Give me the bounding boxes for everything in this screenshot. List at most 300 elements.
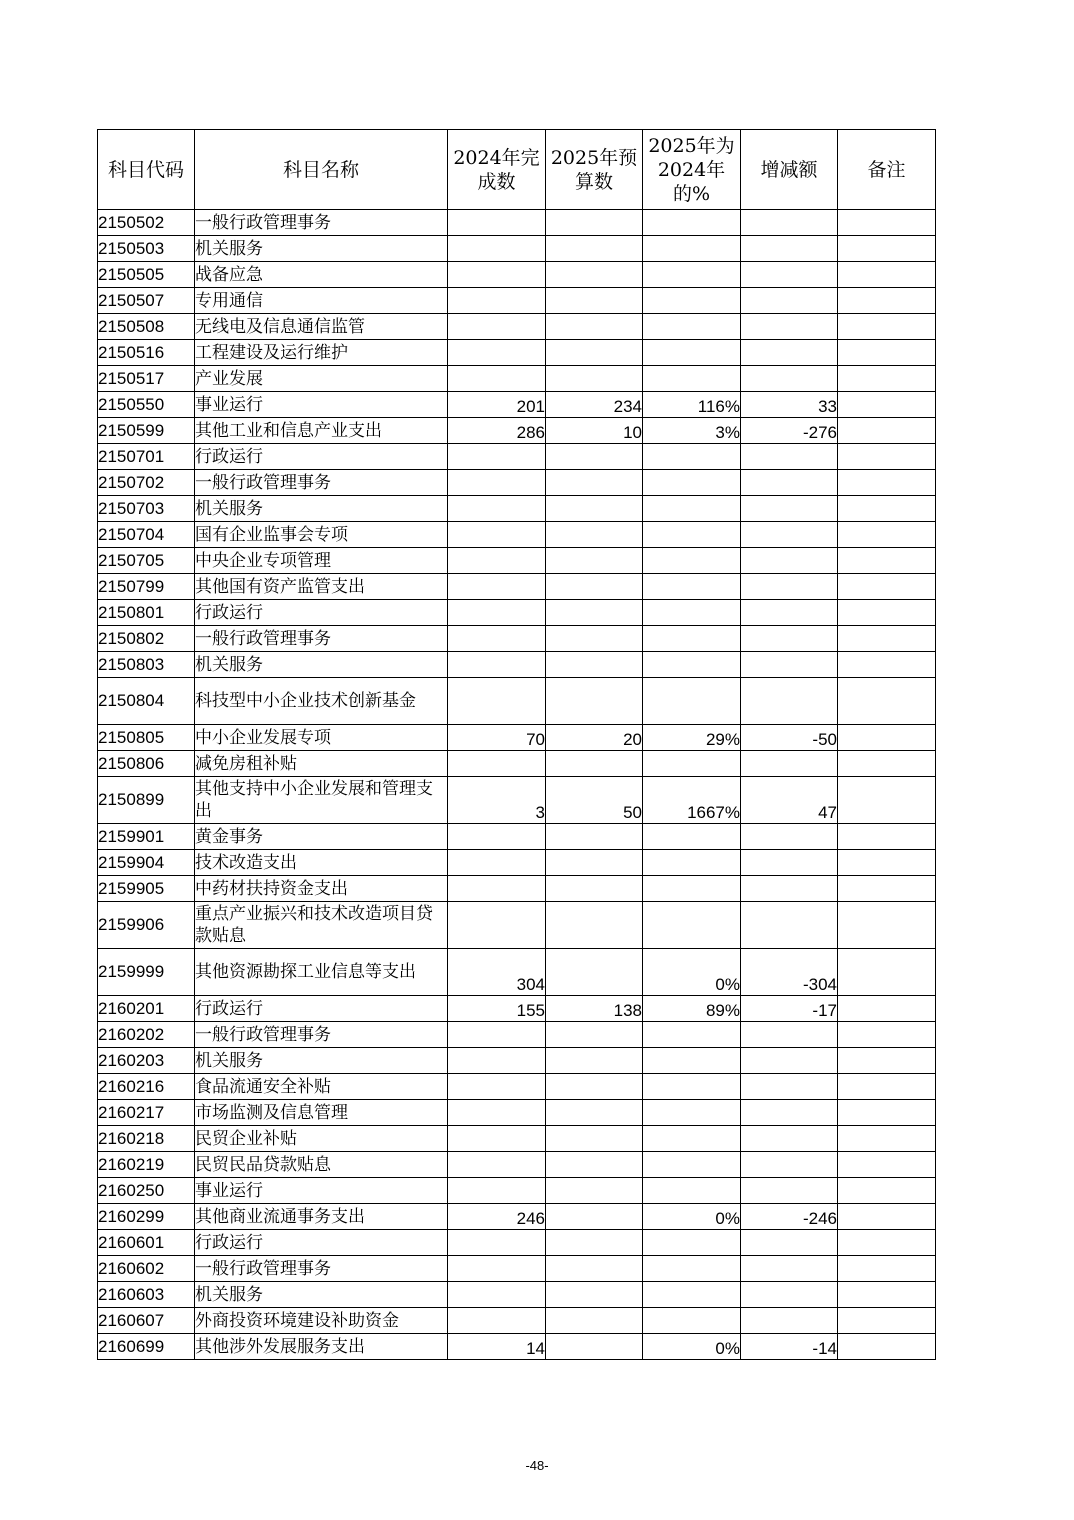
- cell-completed-2024: [448, 1308, 546, 1334]
- table-row: [98, 1152, 936, 1178]
- cell-name: 工程建设及运行维护: [195, 340, 448, 366]
- table-row: [98, 574, 936, 600]
- cell-pct: [643, 678, 741, 725]
- cell-budget-2025: [546, 1126, 643, 1152]
- cell-change: -276: [741, 418, 838, 444]
- cell-code: 2150803: [98, 652, 195, 678]
- cell-code: 2160203: [98, 1048, 195, 1074]
- cell-note: [838, 548, 936, 574]
- cell-note: [838, 522, 936, 548]
- cell-name: 食品流通安全补贴: [195, 1074, 448, 1100]
- cell-completed-2024: [448, 1256, 546, 1282]
- table-row: [98, 1178, 936, 1204]
- cell-name: 其他国有资产监管支出: [195, 574, 448, 600]
- cell-budget-2025: [546, 1204, 643, 1230]
- cell-name: 一般行政管理事务: [195, 626, 448, 652]
- cell-completed-2024: [448, 470, 546, 496]
- table-body: [98, 210, 936, 1360]
- cell-note: [838, 340, 936, 366]
- cell-change: 33: [741, 392, 838, 418]
- cell-pct: [643, 444, 741, 470]
- cell-change: [741, 876, 838, 902]
- table-row: [98, 1256, 936, 1282]
- cell-completed-2024: [448, 210, 546, 236]
- header-name: 科目名称: [195, 130, 448, 210]
- cell-name: 黄金事务: [195, 824, 448, 850]
- table-row: [98, 777, 936, 824]
- cell-completed-2024: [448, 496, 546, 522]
- cell-pct: 1667%: [643, 777, 741, 824]
- cell-note: [838, 236, 936, 262]
- cell-change: [741, 902, 838, 949]
- cell-code: 2150516: [98, 340, 195, 366]
- cell-budget-2025: [546, 366, 643, 392]
- cell-pct: 0%: [643, 1204, 741, 1230]
- cell-pct: [643, 1282, 741, 1308]
- cell-name: 中央企业专项管理: [195, 548, 448, 574]
- cell-completed-2024: [448, 1022, 546, 1048]
- cell-pct: [643, 210, 741, 236]
- cell-budget-2025: [546, 444, 643, 470]
- cell-change: [741, 548, 838, 574]
- cell-pct: [643, 626, 741, 652]
- cell-name: 行政运行: [195, 444, 448, 470]
- table-row: [98, 496, 936, 522]
- cell-completed-2024: [448, 1074, 546, 1100]
- cell-pct: 89%: [643, 996, 741, 1022]
- table-row: [98, 824, 936, 850]
- cell-note: [838, 314, 936, 340]
- cell-note: [838, 626, 936, 652]
- cell-code: 2150899: [98, 777, 195, 824]
- cell-pct: [643, 366, 741, 392]
- cell-code: 2160601: [98, 1230, 195, 1256]
- cell-code: 2159999: [98, 949, 195, 996]
- cell-completed-2024: [448, 824, 546, 850]
- table-row: [98, 262, 936, 288]
- cell-completed-2024: [448, 652, 546, 678]
- cell-pct: [643, 288, 741, 314]
- cell-code: 2150802: [98, 626, 195, 652]
- cell-budget-2025: [546, 652, 643, 678]
- cell-change: [741, 652, 838, 678]
- cell-pct: 0%: [643, 949, 741, 996]
- cell-code: 2160250: [98, 1178, 195, 1204]
- cell-pct: [643, 496, 741, 522]
- cell-pct: [643, 1256, 741, 1282]
- cell-change: [741, 444, 838, 470]
- cell-code: 2150702: [98, 470, 195, 496]
- cell-budget-2025: [546, 340, 643, 366]
- cell-code: 2150799: [98, 574, 195, 600]
- cell-code: 2150705: [98, 548, 195, 574]
- table-row: [98, 418, 936, 444]
- cell-budget-2025: [546, 262, 643, 288]
- cell-completed-2024: [448, 876, 546, 902]
- cell-pct: [643, 314, 741, 340]
- cell-note: [838, 366, 936, 392]
- table-row: [98, 1126, 936, 1152]
- cell-change: [741, 600, 838, 626]
- cell-pct: [643, 751, 741, 777]
- cell-note: [838, 751, 936, 777]
- page-number: -48-: [525, 1458, 549, 1473]
- cell-note: [838, 392, 936, 418]
- cell-pct: 29%: [643, 725, 741, 751]
- cell-pct: [643, 1126, 741, 1152]
- cell-code: 2160201: [98, 996, 195, 1022]
- cell-name: 市场监测及信息管理: [195, 1100, 448, 1126]
- cell-pct: [643, 600, 741, 626]
- cell-pct: [643, 1048, 741, 1074]
- cell-note: [838, 574, 936, 600]
- cell-pct: [643, 1230, 741, 1256]
- cell-name: 一般行政管理事务: [195, 1256, 448, 1282]
- cell-change: [741, 678, 838, 725]
- table-row: [98, 288, 936, 314]
- cell-name: 重点产业振兴和技术改造项目贷款贴息: [195, 902, 448, 949]
- cell-note: [838, 470, 936, 496]
- cell-completed-2024: [448, 236, 546, 262]
- cell-code: 2150801: [98, 600, 195, 626]
- header-note: 备注: [838, 130, 936, 210]
- cell-change: [741, 1048, 838, 1074]
- cell-name: 中小企业发展专项: [195, 725, 448, 751]
- cell-code: 2150703: [98, 496, 195, 522]
- table-row: [98, 1308, 936, 1334]
- table-row: [98, 1204, 936, 1230]
- cell-change: -304: [741, 949, 838, 996]
- cell-code: 2150805: [98, 725, 195, 751]
- cell-name: 一般行政管理事务: [195, 470, 448, 496]
- cell-pct: [643, 1100, 741, 1126]
- cell-budget-2025: [546, 876, 643, 902]
- cell-note: [838, 1334, 936, 1360]
- cell-note: [838, 876, 936, 902]
- cell-pct: [643, 548, 741, 574]
- cell-change: [741, 1308, 838, 1334]
- cell-name: 其他涉外发展服务支出: [195, 1334, 448, 1360]
- cell-code: 2160219: [98, 1152, 195, 1178]
- cell-change: [741, 824, 838, 850]
- cell-note: [838, 949, 936, 996]
- cell-name: 国有企业监事会专项: [195, 522, 448, 548]
- table-row: [98, 1074, 936, 1100]
- cell-code: 2159906: [98, 902, 195, 949]
- cell-completed-2024: [448, 366, 546, 392]
- cell-code: 2160299: [98, 1204, 195, 1230]
- table-row: [98, 876, 936, 902]
- cell-name: 外商投资环境建设补助资金: [195, 1308, 448, 1334]
- cell-completed-2024: [448, 314, 546, 340]
- header-completed-2024: 2024年完成数: [448, 130, 546, 210]
- cell-note: [838, 678, 936, 725]
- cell-change: [741, 340, 838, 366]
- cell-budget-2025: [546, 574, 643, 600]
- header-code: 科目代码: [98, 130, 195, 210]
- table-row: [98, 366, 936, 392]
- cell-change: [741, 262, 838, 288]
- cell-pct: [643, 1022, 741, 1048]
- cell-change: [741, 1256, 838, 1282]
- cell-budget-2025: [546, 522, 643, 548]
- cell-pct: [643, 1178, 741, 1204]
- cell-code: 2150502: [98, 210, 195, 236]
- cell-code: 2160218: [98, 1126, 195, 1152]
- cell-name: 行政运行: [195, 996, 448, 1022]
- cell-name: 事业运行: [195, 1178, 448, 1204]
- cell-note: [838, 1282, 936, 1308]
- cell-completed-2024: [448, 1282, 546, 1308]
- cell-change: [741, 626, 838, 652]
- cell-code: 2160202: [98, 1022, 195, 1048]
- cell-note: [838, 1022, 936, 1048]
- cell-completed-2024: [448, 600, 546, 626]
- cell-change: [741, 1230, 838, 1256]
- budget-table: [97, 129, 936, 1360]
- cell-note: [838, 725, 936, 751]
- cell-name: 技术改造支出: [195, 850, 448, 876]
- cell-budget-2025: [546, 210, 643, 236]
- cell-completed-2024: [448, 1048, 546, 1074]
- cell-code: 2150550: [98, 392, 195, 418]
- cell-code: 2150517: [98, 366, 195, 392]
- cell-note: [838, 600, 936, 626]
- cell-pct: [643, 1074, 741, 1100]
- cell-change: 47: [741, 777, 838, 824]
- cell-completed-2024: 3: [448, 777, 546, 824]
- cell-budget-2025: [546, 949, 643, 996]
- table-header: [98, 130, 936, 210]
- table-row: [98, 210, 936, 236]
- cell-change: [741, 496, 838, 522]
- cell-note: [838, 1204, 936, 1230]
- cell-pct: [643, 824, 741, 850]
- cell-budget-2025: [546, 850, 643, 876]
- cell-note: [838, 288, 936, 314]
- cell-completed-2024: [448, 626, 546, 652]
- cell-budget-2025: 234: [546, 392, 643, 418]
- cell-change: [741, 850, 838, 876]
- cell-note: [838, 444, 936, 470]
- cell-note: [838, 210, 936, 236]
- cell-code: 2150507: [98, 288, 195, 314]
- cell-name: 科技型中小企业技术创新基金: [195, 678, 448, 725]
- cell-note: [838, 1178, 936, 1204]
- cell-pct: 116%: [643, 392, 741, 418]
- table-row: [98, 678, 936, 725]
- cell-code: 2150704: [98, 522, 195, 548]
- cell-pct: [643, 652, 741, 678]
- cell-pct: [643, 1308, 741, 1334]
- cell-completed-2024: [448, 1126, 546, 1152]
- table-row: [98, 600, 936, 626]
- cell-name: 其他支持中小企业发展和管理支出: [195, 777, 448, 824]
- cell-note: [838, 1074, 936, 1100]
- cell-change: [741, 470, 838, 496]
- cell-budget-2025: [546, 1152, 643, 1178]
- cell-change: -14: [741, 1334, 838, 1360]
- cell-completed-2024: [448, 288, 546, 314]
- cell-name: 中药材扶持资金支出: [195, 876, 448, 902]
- cell-completed-2024: [448, 444, 546, 470]
- cell-change: [741, 574, 838, 600]
- cell-note: [838, 262, 936, 288]
- table-row: [98, 314, 936, 340]
- header-change: 增减额: [741, 130, 838, 210]
- cell-code: 2150701: [98, 444, 195, 470]
- table-row: [98, 949, 936, 996]
- cell-budget-2025: 20: [546, 725, 643, 751]
- cell-completed-2024: 246: [448, 1204, 546, 1230]
- cell-completed-2024: [448, 751, 546, 777]
- cell-change: -246: [741, 1204, 838, 1230]
- cell-name: 民贸企业补贴: [195, 1126, 448, 1152]
- cell-name: 机关服务: [195, 652, 448, 678]
- cell-change: [741, 1126, 838, 1152]
- cell-code: 2160217: [98, 1100, 195, 1126]
- cell-code: 2150508: [98, 314, 195, 340]
- cell-change: [741, 1152, 838, 1178]
- header-budget-2025: 2025年预算数: [546, 130, 643, 210]
- cell-note: [838, 418, 936, 444]
- cell-pct: [643, 574, 741, 600]
- cell-code: 2160607: [98, 1308, 195, 1334]
- cell-completed-2024: [448, 850, 546, 876]
- cell-completed-2024: 304: [448, 949, 546, 996]
- cell-name: 机关服务: [195, 236, 448, 262]
- cell-completed-2024: [448, 340, 546, 366]
- cell-note: [838, 496, 936, 522]
- table-row: [98, 236, 936, 262]
- cell-budget-2025: 10: [546, 418, 643, 444]
- cell-name: 行政运行: [195, 600, 448, 626]
- table-row: [98, 850, 936, 876]
- cell-pct: [643, 876, 741, 902]
- table-row: [98, 751, 936, 777]
- cell-code: 2150806: [98, 751, 195, 777]
- cell-note: [838, 777, 936, 824]
- cell-completed-2024: [448, 678, 546, 725]
- table-row: [98, 1048, 936, 1074]
- cell-completed-2024: [448, 1100, 546, 1126]
- cell-name: 其他商业流通事务支出: [195, 1204, 448, 1230]
- cell-name: 产业发展: [195, 366, 448, 392]
- cell-budget-2025: 50: [546, 777, 643, 824]
- cell-budget-2025: [546, 600, 643, 626]
- cell-budget-2025: [546, 236, 643, 262]
- cell-name: 其他工业和信息产业支出: [195, 418, 448, 444]
- cell-code: 2160602: [98, 1256, 195, 1282]
- cell-note: [838, 1308, 936, 1334]
- cell-name: 民贸民品贷款贴息: [195, 1152, 448, 1178]
- cell-change: [741, 366, 838, 392]
- cell-budget-2025: [546, 496, 643, 522]
- cell-completed-2024: [448, 902, 546, 949]
- table-row: [98, 996, 936, 1022]
- cell-code: 2159901: [98, 824, 195, 850]
- cell-completed-2024: 70: [448, 725, 546, 751]
- cell-name: 减免房租补贴: [195, 751, 448, 777]
- cell-change: [741, 1074, 838, 1100]
- cell-code: 2160216: [98, 1074, 195, 1100]
- cell-pct: [643, 1152, 741, 1178]
- cell-code: 2150804: [98, 678, 195, 725]
- cell-code: 2160699: [98, 1334, 195, 1360]
- cell-note: [838, 652, 936, 678]
- cell-budget-2025: [546, 1048, 643, 1074]
- table-row: [98, 1282, 936, 1308]
- table-row: [98, 392, 936, 418]
- cell-change: -50: [741, 725, 838, 751]
- table-row: [98, 626, 936, 652]
- cell-pct: [643, 262, 741, 288]
- cell-change: [741, 751, 838, 777]
- table-row: [98, 652, 936, 678]
- cell-completed-2024: 155: [448, 996, 546, 1022]
- cell-completed-2024: [448, 574, 546, 600]
- cell-code: 2150505: [98, 262, 195, 288]
- cell-budget-2025: [546, 470, 643, 496]
- table-row: [98, 1022, 936, 1048]
- cell-note: [838, 1100, 936, 1126]
- cell-note: [838, 902, 936, 949]
- cell-budget-2025: [546, 1334, 643, 1360]
- cell-completed-2024: 201: [448, 392, 546, 418]
- cell-code: 2160603: [98, 1282, 195, 1308]
- table-row: [98, 444, 936, 470]
- cell-note: [838, 1256, 936, 1282]
- cell-budget-2025: [546, 1282, 643, 1308]
- cell-note: [838, 850, 936, 876]
- cell-name: 机关服务: [195, 1048, 448, 1074]
- cell-change: [741, 1100, 838, 1126]
- cell-completed-2024: 286: [448, 418, 546, 444]
- cell-name: 一般行政管理事务: [195, 210, 448, 236]
- cell-budget-2025: [546, 824, 643, 850]
- cell-change: [741, 1022, 838, 1048]
- cell-pct: [643, 902, 741, 949]
- cell-note: [838, 1126, 936, 1152]
- cell-change: -17: [741, 996, 838, 1022]
- cell-budget-2025: [546, 1022, 643, 1048]
- cell-name: 一般行政管理事务: [195, 1022, 448, 1048]
- table-row: [98, 725, 936, 751]
- cell-change: [741, 236, 838, 262]
- cell-name: 其他资源勘探工业信息等支出: [195, 949, 448, 996]
- cell-budget-2025: [546, 548, 643, 574]
- cell-note: [838, 996, 936, 1022]
- cell-completed-2024: [448, 1152, 546, 1178]
- cell-budget-2025: [546, 678, 643, 725]
- cell-budget-2025: [546, 1230, 643, 1256]
- cell-completed-2024: [448, 522, 546, 548]
- cell-name: 机关服务: [195, 1282, 448, 1308]
- cell-budget-2025: [546, 1256, 643, 1282]
- table-row: [98, 470, 936, 496]
- cell-name: 机关服务: [195, 496, 448, 522]
- cell-code: 2159904: [98, 850, 195, 876]
- table-row: [98, 548, 936, 574]
- cell-code: 2150503: [98, 236, 195, 262]
- cell-completed-2024: 14: [448, 1334, 546, 1360]
- cell-pct: [643, 522, 741, 548]
- cell-name: 专用通信: [195, 288, 448, 314]
- cell-change: [741, 210, 838, 236]
- cell-name: 无线电及信息通信监管: [195, 314, 448, 340]
- cell-budget-2025: [546, 1308, 643, 1334]
- cell-change: [741, 288, 838, 314]
